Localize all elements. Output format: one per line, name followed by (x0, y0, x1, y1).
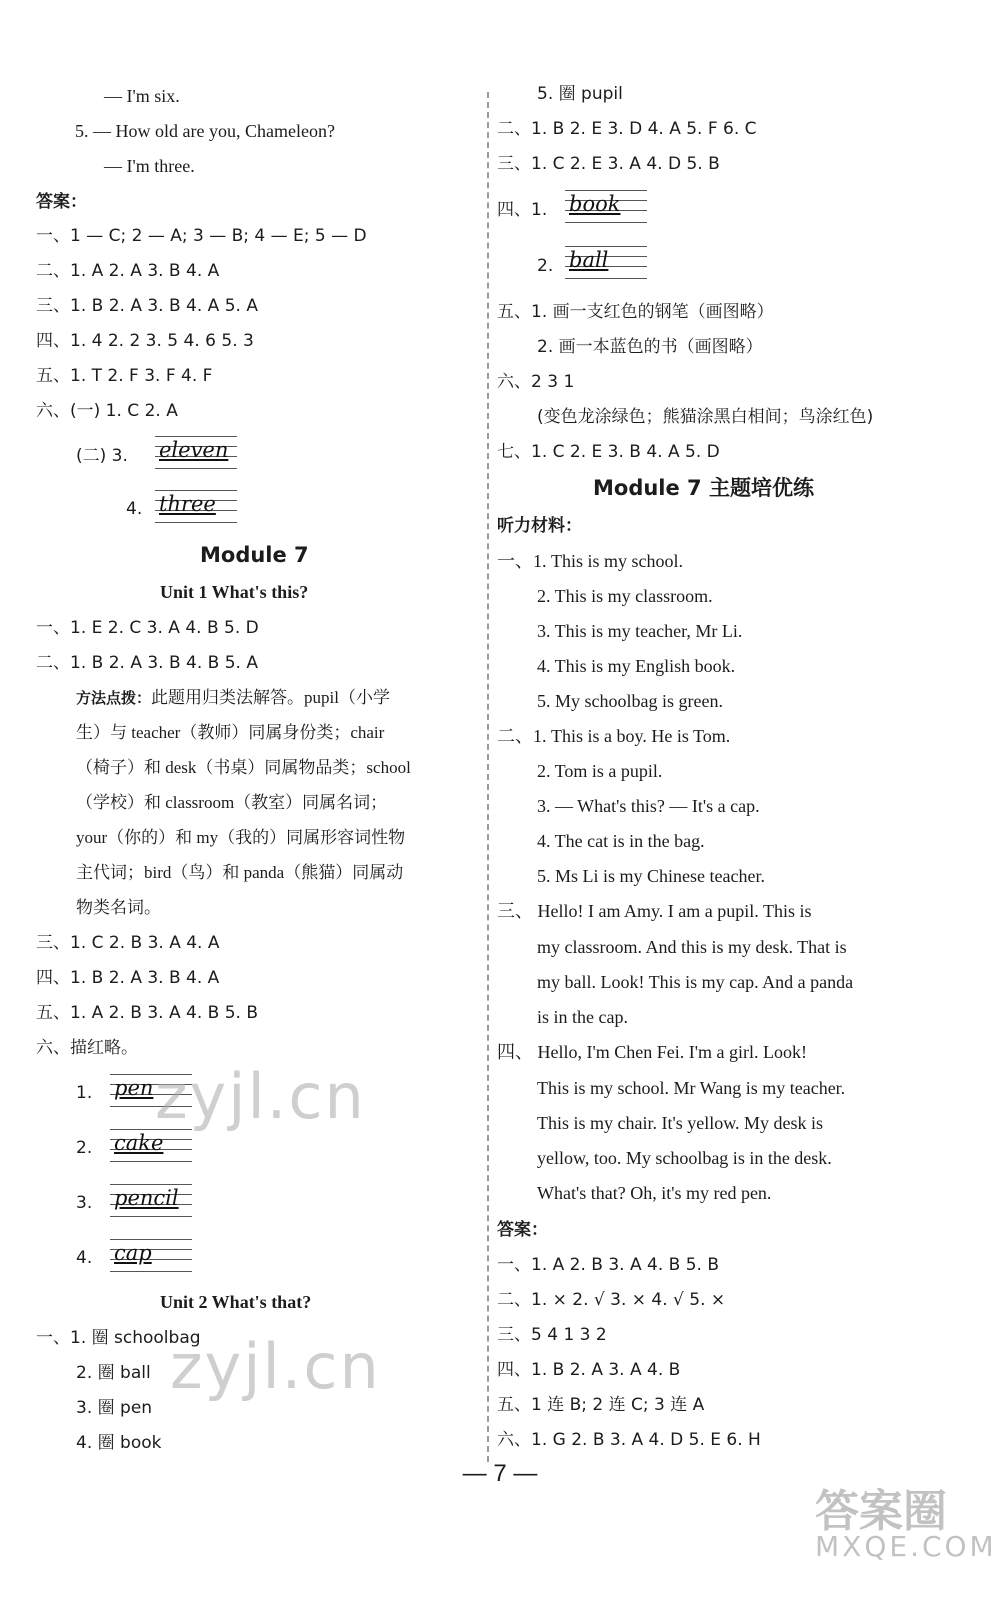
answer-line: 2. 圈 ball (76, 1363, 151, 1383)
answer-line: (变色龙涂绿色；熊猫涂黑白相间；鸟涂红色) (537, 407, 874, 427)
handwriting-box (565, 188, 647, 224)
unit-title: Unit 2 What's that? (160, 1292, 312, 1312)
handwriting-box (110, 1237, 192, 1273)
answer-line: 三、5 4 1 3 2 (497, 1325, 607, 1345)
answer-line: 二、1. A 2. A 3. B 4. A (36, 261, 220, 281)
script-line: 3. This is my teacher, Mr Li. (537, 621, 743, 641)
answer-line: 一、1 — C; 2 — A; 3 — B; 4 — E; 5 — D (36, 226, 367, 246)
handwritten-word: cap (114, 1241, 152, 1265)
script-line: 二、1. This is a boy. He is Tom. (497, 726, 731, 746)
watermark-logo-text: MXQE.COM (815, 1530, 997, 1563)
answer-line: 3. 圈 pen (76, 1398, 153, 1418)
answer-label: 1. (76, 1083, 93, 1103)
handwriting-box (110, 1182, 192, 1218)
handwriting-box (155, 488, 237, 524)
answer-line: 四、1. 4 2. 2 3. 5 4. 6 5. 3 (36, 331, 254, 351)
dialog-line: — I'm three. (104, 156, 195, 176)
method-tip-line: your（你的）和 my（我的）同属形容词性物 (76, 828, 406, 847)
answer-label: 2. (76, 1138, 93, 1158)
handwritten-word: eleven (159, 438, 229, 462)
script-line: 2. This is my classroom. (537, 586, 713, 606)
script-line: 4. This is my English book. (537, 656, 736, 676)
watermark-text: zyjl.cn (170, 1330, 381, 1403)
handwriting-box (565, 244, 647, 280)
answer-label: 四、1. (497, 200, 548, 220)
method-tip-line: 生）与 teacher（教师）同属身份类；chair (76, 723, 385, 742)
handwritten-word: pen (114, 1076, 154, 1100)
answer-line: 二、1. × 2. √ 3. × 4. √ 5. × (497, 1290, 726, 1310)
answer-line: 4. 圈 book (76, 1433, 162, 1453)
script-line: 4. The cat is in the bag. (537, 831, 705, 851)
handwritten-word: ball (569, 248, 609, 272)
answer-line: 一、1. 圈 schoolbag (36, 1328, 201, 1348)
method-tip-line: （椅子）和 desk（书桌）同属物品类；school (76, 758, 411, 777)
listening-heading: 听力材料： (497, 516, 582, 536)
answer-line: 2. 画一本蓝色的书（画图略） (537, 337, 763, 357)
answer-line: 一、1. E 2. C 3. A 4. B 5. D (36, 618, 259, 638)
handwritten-word: book (569, 192, 621, 216)
watermark-text: zyjl.cn (155, 1060, 366, 1133)
answer-line: 5. 圈 pupil (537, 84, 623, 104)
module-title: Module 7 主题培优练 (593, 476, 814, 500)
answer-line: 三、1. C 2. B 3. A 4. A (36, 933, 220, 953)
answer-line: 五、1 连 B; 2 连 C; 3 连 A (497, 1395, 705, 1415)
script-line: 5. My schoolbag is green. (537, 691, 723, 711)
answer-line: 六、描红略。 (36, 1038, 138, 1058)
unit-title: Unit 1 What's this? (160, 582, 309, 602)
dialog-line: — I'm six. (104, 86, 180, 106)
answer-line: 一、1. A 2. B 3. A 4. B 5. B (497, 1255, 719, 1275)
method-tip-line: 主代词；bird（鸟）和 panda（熊猫）同属动 (76, 863, 404, 882)
answer-heading: 答案： (497, 1220, 548, 1240)
answer-label: 2. (537, 256, 554, 276)
watermark-logo-text: 答案圈 (815, 1486, 947, 1537)
answer-line: 五、1. T 2. F 3. F 4. F (36, 366, 213, 386)
answer-line: 四、1. B 2. A 3. B 4. A (36, 968, 220, 988)
script-line: 2. Tom is a pupil. (537, 761, 663, 781)
answer-line: 二、1. B 2. A 3. B 4. B 5. A (36, 653, 258, 673)
passage-line: yellow, too. My schoolbag is in the desk. (537, 1148, 832, 1168)
handwriting-box (155, 434, 237, 470)
handwritten-word: pencil (114, 1186, 179, 1210)
answer-label: (二) 3. (76, 446, 128, 466)
method-tip-label: 方法点拨： (76, 689, 152, 707)
passage-line: my classroom. And this is my desk. That is (537, 937, 847, 957)
method-tip-text: 此题用归类法解答。pupil（小学 (151, 688, 390, 707)
answer-label: 3. (76, 1193, 93, 1213)
script-line: 一、1. This is my school. (497, 551, 684, 571)
passage-line: 四、 Hello, I'm Chen Fei. I'm a girl. Look! (497, 1042, 807, 1062)
dialog-line: 5. — How old are you, Chameleon? (75, 121, 335, 141)
passage-line: This is my school. Mr Wang is my teacher. (537, 1078, 846, 1098)
answer-line: 二、1. B 2. E 3. D 4. A 5. F 6. C (497, 119, 757, 139)
answer-line: 六、(一) 1. C 2. A (36, 401, 178, 421)
answer-line: 六、2 3 1 (497, 372, 575, 392)
page-number: — 7 — (462, 1460, 538, 1487)
handwritten-word: three (159, 492, 216, 516)
script-line: 3. — What's this? — It's a cap. (537, 796, 760, 816)
answer-heading: 答案： (36, 192, 87, 212)
column-divider (487, 92, 489, 1462)
answer-line: 五、1. A 2. B 3. A 4. B 5. B (36, 1003, 258, 1023)
passage-line: This is my chair. It's yellow. My desk is (537, 1113, 824, 1133)
answer-line: 三、1. B 2. A 3. B 4. A 5. A (36, 296, 258, 316)
passage-line: my ball. Look! This is my cap. And a panda (537, 972, 854, 992)
passage-line: 三、 Hello! I am Amy. I am a pupil. This is (497, 901, 812, 921)
answer-label: 4. (76, 1248, 93, 1268)
script-line: 5. Ms Li is my Chinese teacher. (537, 866, 765, 886)
passage-line: is in the cap. (537, 1007, 628, 1027)
answer-line: 六、1. G 2. B 3. A 4. D 5. E 6. H (497, 1430, 761, 1450)
passage-line: What's that? Oh, it's my red pen. (537, 1183, 772, 1203)
answer-line: 四、1. B 2. A 3. A 4. B (497, 1360, 681, 1380)
module-title: Module 7 (200, 543, 309, 567)
answer-line: 七、1. C 2. E 3. B 4. A 5. D (497, 442, 720, 462)
method-tip (76, 686, 390, 710)
method-tip-line: 物类名词。 (76, 898, 161, 917)
method-tip-line: （学校）和 classroom（教室）同属名词； (76, 793, 388, 812)
answer-line: 三、1. C 2. E 3. A 4. D 5. B (497, 154, 720, 174)
answer-label: 4. (126, 499, 143, 519)
answer-line: 五、1. 画一支红色的钢笔（画图略） (497, 302, 774, 322)
handwritten-word: cake (114, 1131, 164, 1155)
